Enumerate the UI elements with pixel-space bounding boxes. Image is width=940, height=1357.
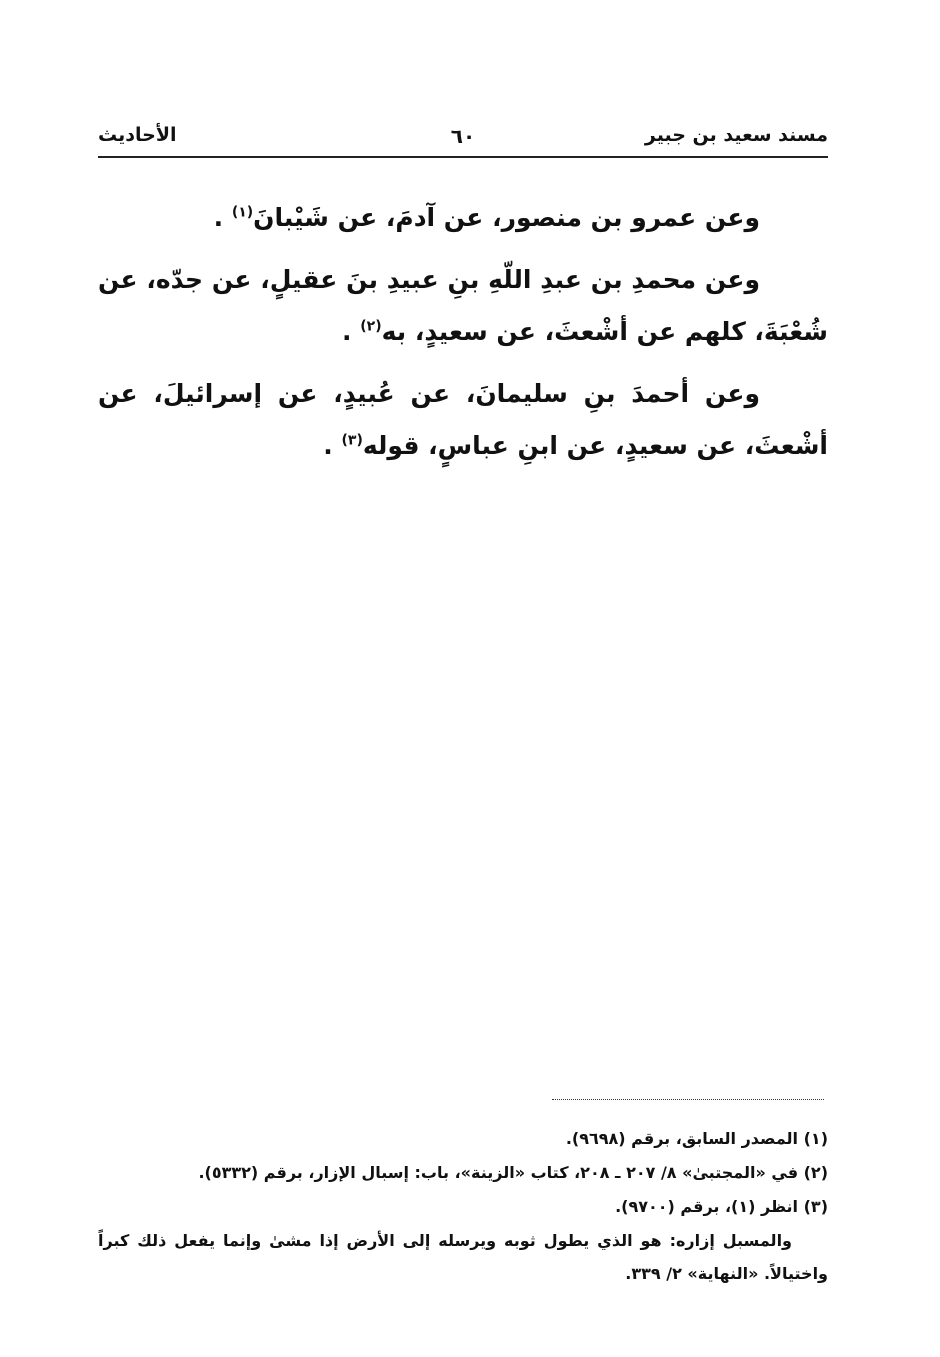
footnote-ref-3: (٣) — [341, 432, 363, 449]
paragraph-3 — [98, 368, 828, 472]
header-divider — [98, 156, 828, 158]
footnotes — [98, 1122, 828, 1290]
main-text — [98, 192, 828, 482]
footnote-divider — [552, 1099, 824, 1100]
footnote-2: (٢) في «المجتبىٰ» ٨/ ٢٠٧ ـ ٢٠٨، كتاب «الزينة»، باب: إسبال الإزار، برقم (٥٣٣٢). — [198, 1163, 828, 1182]
paragraph-2-end: . — [342, 317, 352, 346]
page-number: ٦٠ — [450, 124, 476, 148]
footnote-1: (١) المصدر السابق، برقم (٩٦٩٨). — [565, 1129, 828, 1148]
paragraph-1-end: . — [213, 203, 224, 232]
footnote-ref-2: (٢) — [360, 318, 382, 335]
paragraph-1-text: وعن عمرو بن منصور، عن آدمَ، عن شَيْبانَ — [253, 203, 760, 232]
footnote-3-continuation: والمسبل إزاره: هو الذي يطول ثوبه ويرسله إلى الأرض إذا مشىٰ وإنما يفعل ذلك كبراً واختيالاً. «النهاية» ٢/ ٣٣٩. — [98, 1231, 828, 1283]
footnote-3: (٣) انظر (١)، برقم (٩٧٠٠). — [615, 1197, 828, 1216]
book-title: مسند سعيد بن جبير — [644, 124, 828, 146]
paragraph-3-end: . — [323, 431, 333, 460]
paragraph-2 — [98, 254, 828, 358]
page-header — [98, 124, 828, 154]
paragraph-3-text: وعن أحمدَ بنِ سليمانَ، عن عُبيدٍ، عن إسرائيلَ، عن أشْعثَ، عن سعيدٍ، عن ابنِ عباسٍ، قوله — [98, 379, 828, 460]
paragraph-2-text: وعن محمدِ بن عبدِ اللّهِ بنِ عبيدِ بنَ عقيلٍ، عن جدّه، عن شُعْبَةَ، كلهم عن أشْعثَ، عن سعيدٍ، به — [98, 265, 828, 346]
paragraph-1 — [98, 192, 828, 244]
footnote-ref-1: (١) — [231, 204, 254, 221]
section-title: الأحاديث — [98, 124, 177, 146]
